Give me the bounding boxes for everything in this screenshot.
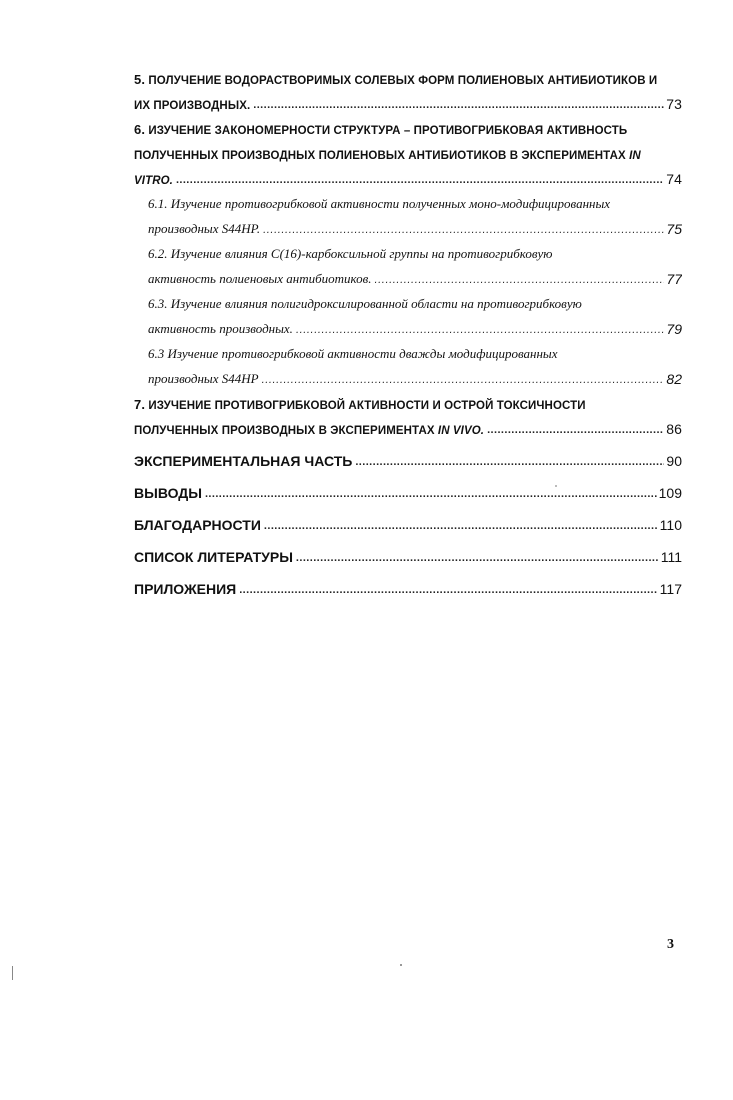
dot-leader — [239, 583, 657, 597]
subsection-title: 6.2. Изучение влияния C(16)-карбоксильной группы на противогрибковую — [148, 246, 553, 261]
toc-entry-6-2-line-2[interactable] — [134, 262, 682, 287]
toc-entry-6-3b-line-2[interactable] — [134, 362, 682, 387]
page-ref: 74 — [666, 171, 682, 187]
section-title: ВЫВОДЫ — [134, 485, 202, 501]
toc-entry-6-3-line-1 — [134, 287, 682, 312]
dot-leader — [264, 519, 658, 533]
page-ref: 79 — [666, 321, 682, 337]
dot-leader — [296, 323, 664, 337]
section-title-continued: ИХ ПРОИЗВОДНЫХ. — [134, 100, 251, 112]
toc-experimental-part[interactable] — [134, 437, 682, 469]
subsection-title-continued: активность полиеновых антибиотиков. — [148, 271, 372, 286]
toc-conclusions[interactable] — [134, 469, 682, 501]
section-title: ПОЛУЧЕНИЕ ВОДОРАСТВОРИМЫХ СОЛЕВЫХ ФОРМ ПОЛИЕНОВЫХ АНТИБИОТИКОВ И — [148, 75, 658, 87]
section-title: ПРИЛОЖЕНИЯ — [134, 581, 237, 597]
section-title: ЭКСПЕРИМЕНТАЛЬНАЯ ЧАСТЬ — [134, 453, 353, 469]
page-ref: 110 — [659, 517, 682, 533]
section-title-continued: ПОЛУЧЕННЫХ ПРОИЗВОДНЫХ В ЭКСПЕРИМЕНТАХ — [134, 425, 435, 437]
toc-entry-7-line-2[interactable] — [134, 412, 682, 437]
latin-term: IN VIVO. — [437, 425, 485, 437]
subsection-title-continued: активность производных. — [148, 321, 293, 336]
section-title: ИЗУЧЕНИЕ ЗАКОНОМЕРНОСТИ СТРУКТУРА – ПРОТИВОГРИБКОВАЯ АКТИВНОСТЬ — [148, 125, 628, 137]
subsection-title: 6.1. Изучение противогрибковой активности полученных моно-модифицированных — [148, 196, 611, 211]
toc-entry-6-1-line-1 — [134, 187, 682, 212]
section-title: БЛАГОДАРНОСТИ — [134, 517, 261, 533]
latin-term: IN — [629, 150, 641, 162]
dot-leader — [355, 455, 664, 469]
toc-entry-6-3-line-2[interactable] — [134, 312, 682, 337]
latin-term: VITRO. — [134, 175, 173, 187]
page-ref: 86 — [666, 421, 682, 437]
page-ref: 82 — [666, 371, 682, 387]
section-title: СПИСОК ЛИТЕРАТУРЫ — [134, 549, 293, 565]
section-title-continued: ПОЛУЧЕННЫХ ПРОИЗВОДНЫХ ПОЛИЕНОВЫХ АНТИБИОТИКОВ В ЭКСПЕРИМЕНТАХ — [134, 150, 626, 162]
subsection-title: 6.3. Изучение влияния полигидроксилированной области на противогрибковую — [148, 296, 582, 311]
page-ref: 117 — [659, 581, 682, 597]
toc-entry-7-line-1 — [134, 387, 682, 412]
page-ref: 111 — [660, 549, 682, 565]
dot-leader — [205, 487, 657, 501]
page-number: 3 — [667, 937, 674, 952]
dot-leader — [176, 173, 664, 187]
page-ref: 77 — [666, 271, 682, 287]
scan-speck — [555, 485, 557, 487]
toc-entry-5-line-2[interactable] — [134, 87, 682, 112]
subsection-title: 6.3 Изучение противогрибковой активности дважды модифицированных — [148, 346, 558, 361]
subsection-title-continued: производных S44HP. — [148, 221, 261, 236]
dot-leader — [262, 373, 665, 387]
scan-mark — [12, 966, 13, 980]
toc-entry-5-line-1 — [134, 62, 682, 87]
toc-entry-6-2-line-1 — [134, 237, 682, 262]
section-title: ИЗУЧЕНИЕ ПРОТИВОГРИБКОВОЙ АКТИВНОСТИ И ОСТРОЙ ТОКСИЧНОСТИ — [148, 400, 586, 412]
toc-entry-6-1-line-2[interactable] — [134, 212, 682, 237]
section-number: 7. — [134, 397, 146, 412]
page-ref: 75 — [666, 221, 682, 237]
toc-acknowledgements[interactable] — [134, 501, 682, 533]
toc-entry-6-line-2 — [134, 137, 682, 162]
dot-leader — [487, 423, 664, 437]
toc-entry-text — [134, 72, 657, 87]
subsection-title-continued: производных S44HP — [148, 371, 259, 386]
dot-leader — [375, 273, 665, 287]
toc-references[interactable] — [134, 533, 682, 565]
toc-entry-6-line-1 — [134, 112, 682, 137]
section-number: 6. — [134, 122, 146, 137]
dot-leader — [296, 551, 659, 565]
scan-speck — [400, 964, 402, 966]
page-ref: 109 — [658, 485, 682, 501]
toc-entry-6-3b-line-1 — [134, 337, 682, 362]
dot-leader — [253, 98, 664, 112]
page-ref: 73 — [666, 96, 682, 112]
toc-entry-6-line-3[interactable] — [134, 162, 682, 187]
page-ref: 90 — [666, 453, 682, 469]
toc-appendices[interactable] — [134, 565, 682, 597]
section-number: 5. — [134, 72, 146, 87]
dot-leader — [263, 223, 664, 237]
table-of-contents — [134, 62, 682, 597]
